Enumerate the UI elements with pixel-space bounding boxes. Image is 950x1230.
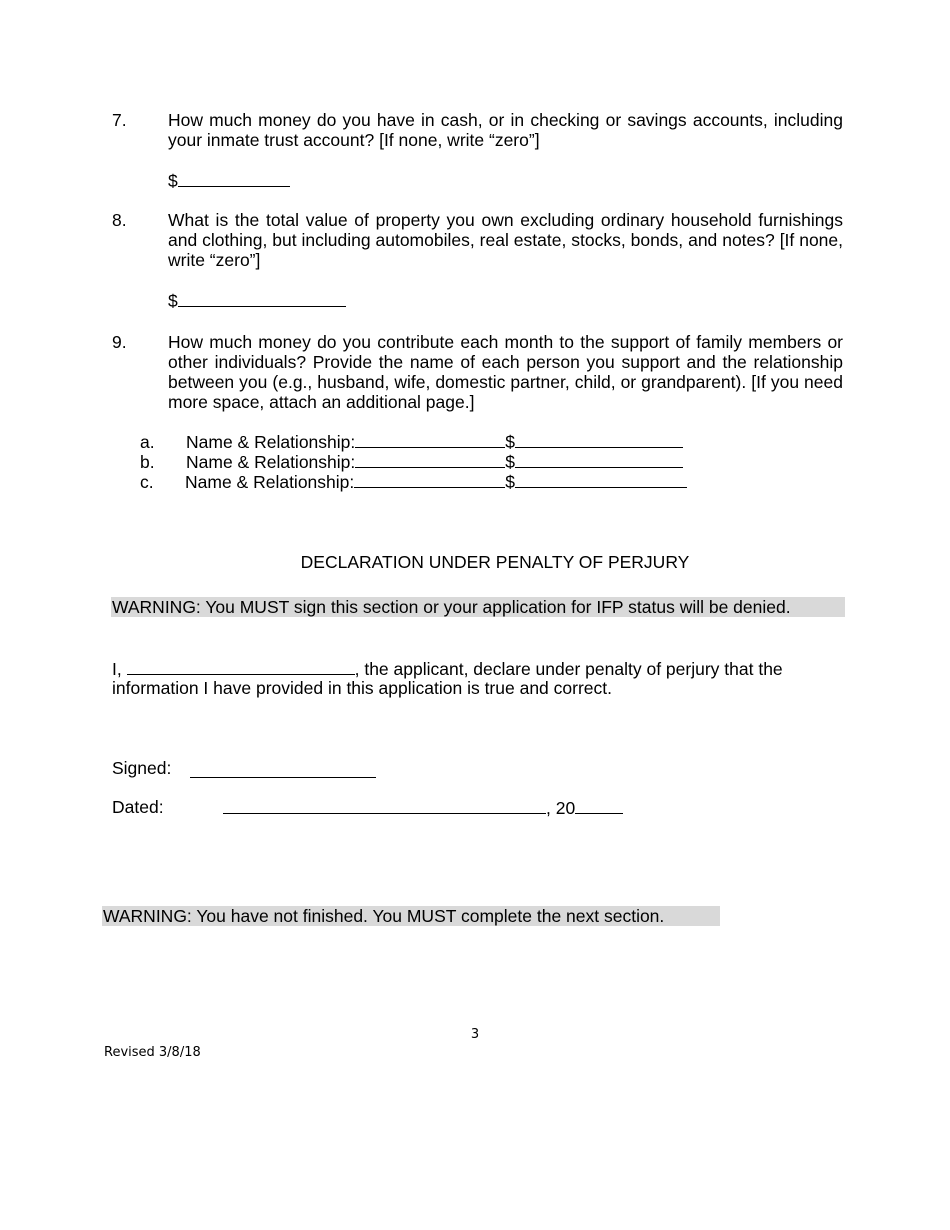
question-8-answer [168,290,346,311]
name-relationship-field-b[interactable] [355,451,505,468]
question-9-number: 9. [112,332,127,352]
support-row-currency: $ [505,452,515,472]
support-row-label: Name & Relationship: [186,452,356,472]
declaration-statement-line2: information I have provided in this application is true and correct. [112,678,612,698]
support-amount-field-a[interactable] [515,431,683,448]
support-amount-field-b[interactable] [515,451,683,468]
date-row [223,797,623,818]
question-7-text: How much money do you have in cash, or in checking or savings accounts, including your inmate trust account? [If none, write “zero”] [168,110,843,150]
final-warning: WARNING: You have not finished. You MUST complete the next section. [102,906,720,926]
page-number: 3 [470,1027,480,1042]
applicant-name-field[interactable] [127,658,355,675]
question-7-amount-field[interactable] [178,170,290,187]
question-8-number: 8. [112,210,127,230]
name-relationship-field-c[interactable] [354,471,505,488]
question-8-text: What is the total value of property you own excluding ordinary household furnishings and clothing, but including automobiles, real estate, stocks, bonds, and notes? [If none, write “zero”] [168,210,843,270]
support-row-label: Name & Relationship: [185,472,355,492]
declaration-prefix: I, [112,659,122,679]
declaration-statement-line1: , the applicant, declare under penalty of perjury that the [354,659,783,679]
support-row-letter: c. [140,472,154,492]
support-row-letter: a. [140,432,155,452]
signature-warning: WARNING: You MUST sign this section or your application for IFP status will be denied. [111,597,845,617]
question-7-number: 7. [112,110,127,130]
support-row-b [140,451,683,471]
question-7-answer [168,170,290,191]
date-field[interactable] [223,797,546,814]
support-row-currency: $ [505,432,515,452]
question-8-amount-field[interactable] [178,290,346,307]
support-row-a [140,431,683,451]
support-amount-field-c[interactable] [515,471,687,488]
support-row-letter: b. [140,452,155,472]
question-7-currency: $ [168,171,178,191]
name-relationship-field-a[interactable] [355,431,505,448]
year-field[interactable] [575,797,623,814]
declaration-statement [112,658,843,679]
question-9-text: How much money do you contribute each month to the support of family members or other individuals? Provide the name of each person you support and the relationship between you (e.g., husband, wife, domestic partner, child, or grandparent). [If you need more space, attach an additional page.] [168,332,843,412]
dated-label: Dated: [112,797,164,817]
support-row-label: Name & Relationship: [186,432,356,452]
support-row-c [140,471,687,491]
support-row-currency: $ [505,472,515,492]
year-prefix: , 20 [546,798,576,818]
signed-label: Signed: [112,758,172,778]
revision-date: Revised 3/8/18 [104,1045,201,1060]
question-8-currency: $ [168,291,178,311]
declaration-heading: DECLARATION UNDER PENALTY OF PERJURY [300,552,690,572]
signature-field[interactable] [190,761,376,778]
